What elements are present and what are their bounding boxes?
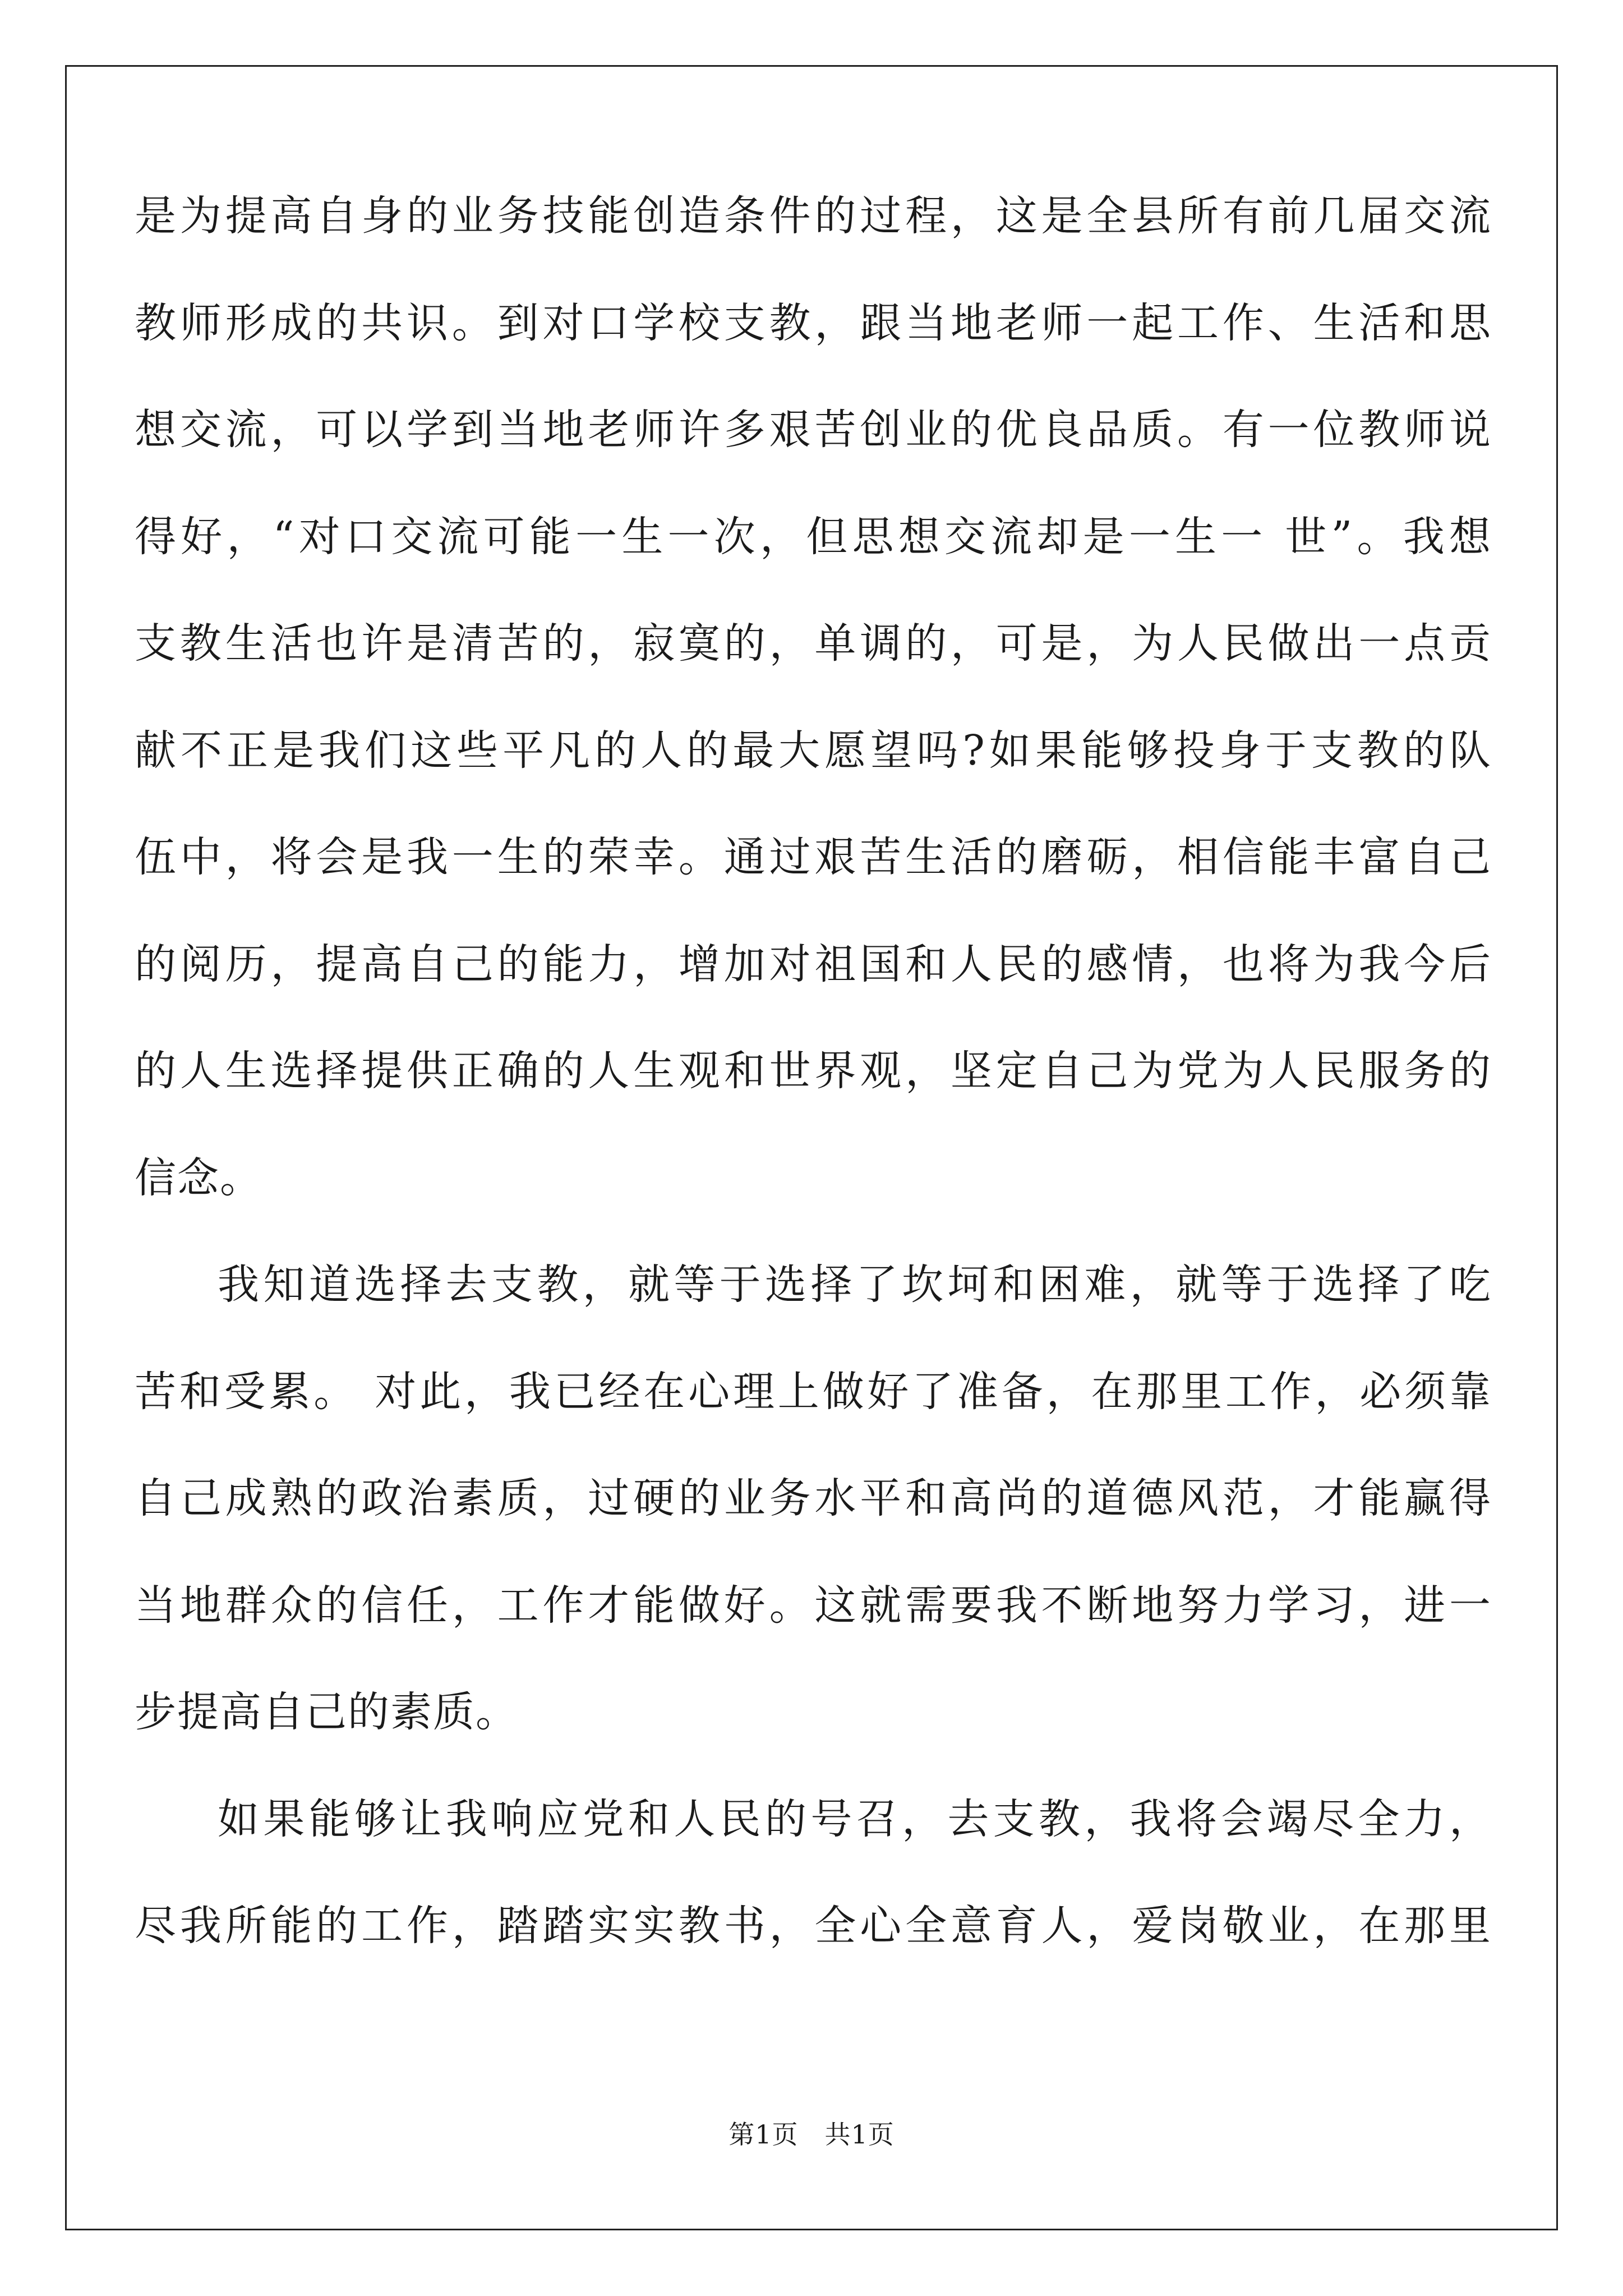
paragraph-2-line-3: 自己成熟的政治素质，过硬的业务水平和高尚的道德风范，才能赢得 (135, 1474, 1492, 1522)
paragraph-3-line-2: 尽我所能的工作，踏踏实实教书，全心全意育人，爱岗敬业，在那里 (135, 1902, 1492, 1950)
paragraph-1-line-6: 献不正是我们这些平凡的人的最大愿望吗?如果能够投身于支教的队 (135, 726, 1492, 775)
paragraph-1-line-1: 是为提高自身的业务技能创造条件的过程，这是全县所有前几届交流 (135, 192, 1492, 240)
paragraph-2-line-1: 我知道选择去支教，就等于选择了坎坷和困难，就等于选择了吃 (218, 1260, 1492, 1309)
document-body (135, 163, 1492, 1980)
paragraph-1-line-9: 的人生选择提供正确的人生观和世界观，坚定自己为党为人民服务的 (135, 1047, 1492, 1095)
paragraph-1-line-8: 的阅历，提高自己的能力，增加对祖国和人民的感情，也将为我今后 (135, 940, 1492, 988)
paragraph-2-line-2: 苦和受累。 对此，我已经在心理上做好了准备，在那里工作，必须靠 (135, 1367, 1492, 1416)
page-number-footer: 第1页 共1页 (728, 2119, 895, 2150)
paragraph-2-line-5: 步提高自己的素质。 (135, 1688, 518, 1736)
paragraph-1-line-2: 教师形成的共识。到对口学校支教，跟当地老师一起工作、生活和思 (135, 298, 1492, 347)
paragraph-1-line-3: 想交流，可以学到当地老师许多艰苦创业的优良品质。有一位教师说 (135, 406, 1492, 454)
paragraph-3-line-1: 如果能够让我响应党和人民的号召，去支教，我将会竭尽全力， (218, 1795, 1492, 1843)
paragraph-1-line-4: 得好，“对口交流可能一生一次，但思想交流却是一生一 世”。我想 (135, 512, 1492, 561)
paragraph-1-line-5: 支教生活也许是清苦的，寂寞的，单调的，可是，为人民做出一点贡 (135, 619, 1492, 668)
paragraph-2-line-4: 当地群众的信任，工作才能做好。这就需要我不断地努力学习，进一 (135, 1581, 1492, 1630)
paragraph-1-line-10: 信念。 (135, 1153, 262, 1202)
paragraph-1-line-7: 伍中，将会是我一生的荣幸。通过艰苦生活的磨砺，相信能丰富自己 (135, 833, 1492, 881)
